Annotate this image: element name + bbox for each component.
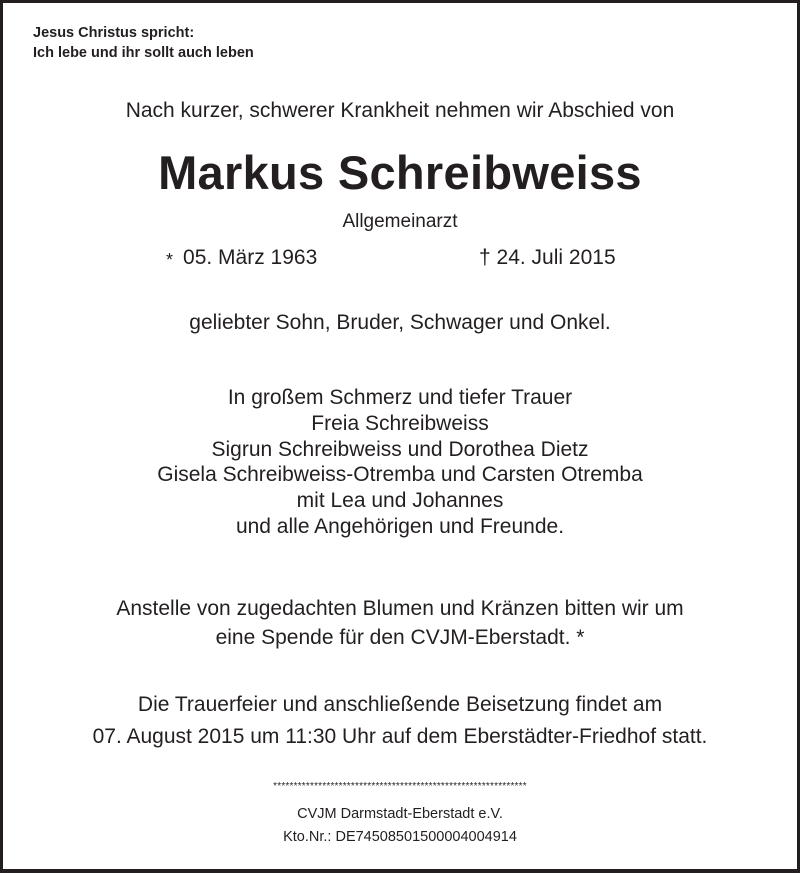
- organization-name: CVJM Darmstadt-Eberstadt e.V.: [297, 806, 503, 822]
- birth-date-group: [166, 246, 317, 270]
- mourners-intro: In großem Schmerz und tiefer Trauer: [227, 386, 573, 409]
- bible-motto: [33, 23, 254, 63]
- relation-text: geliebter Sohn, Bruder, Schwager und Onkel.: [189, 311, 611, 334]
- mourner-line: mit Lea und Johannes: [296, 489, 504, 513]
- deceased-profession: Allgemeinarzt: [342, 211, 458, 232]
- ceremony-info: [3, 689, 797, 753]
- donation-organization: [3, 803, 797, 849]
- motto-line-2: Ich lebe und ihr sollt auch leben: [33, 45, 254, 61]
- ceremony-line-1: Die Trauerfeier und anschließende Beisetzung findet am: [137, 693, 663, 716]
- mourner-line: Sigrun Schreibweiss und Dorothea Dietz: [211, 437, 589, 461]
- death-date-group: [479, 246, 616, 270]
- donation-request: [3, 594, 797, 652]
- mourners-list: [3, 385, 797, 540]
- donation-line-1: Anstelle von zugedachten Blumen und Kränzen bitten wir um: [116, 597, 684, 620]
- asterisk-divider: **************************************************************: [273, 781, 527, 792]
- motto-line-1: Jesus Christus spricht:: [33, 25, 195, 41]
- birth-date: 05. März 1963: [183, 246, 318, 269]
- birth-star-icon: *: [166, 250, 174, 270]
- deceased-name: Markus Schreibweiss: [158, 146, 642, 199]
- intro-text: Nach kurzer, schwerer Krankheit nehmen wir Abschied von: [125, 99, 675, 122]
- death-cross-icon: †: [479, 246, 491, 269]
- donation-line-2: eine Spende für den CVJM-Eberstadt. *: [215, 626, 585, 649]
- ceremony-line-2: 07. August 2015 um 11:30 Uhr auf dem Eberstädter-Friedhof statt.: [92, 725, 708, 748]
- obituary-notice: [3, 3, 797, 869]
- mourner-line: Freia Schreibweiss: [311, 411, 489, 435]
- mourner-line: Gisela Schreibweiss-Otremba und Carsten Otremba: [157, 463, 643, 487]
- mourner-line: und alle Angehörigen und Freunde.: [235, 514, 565, 538]
- death-date: 24. Juli 2015: [496, 246, 616, 269]
- organization-account: Kto.Nr.: DE74508501500004004914: [283, 829, 517, 845]
